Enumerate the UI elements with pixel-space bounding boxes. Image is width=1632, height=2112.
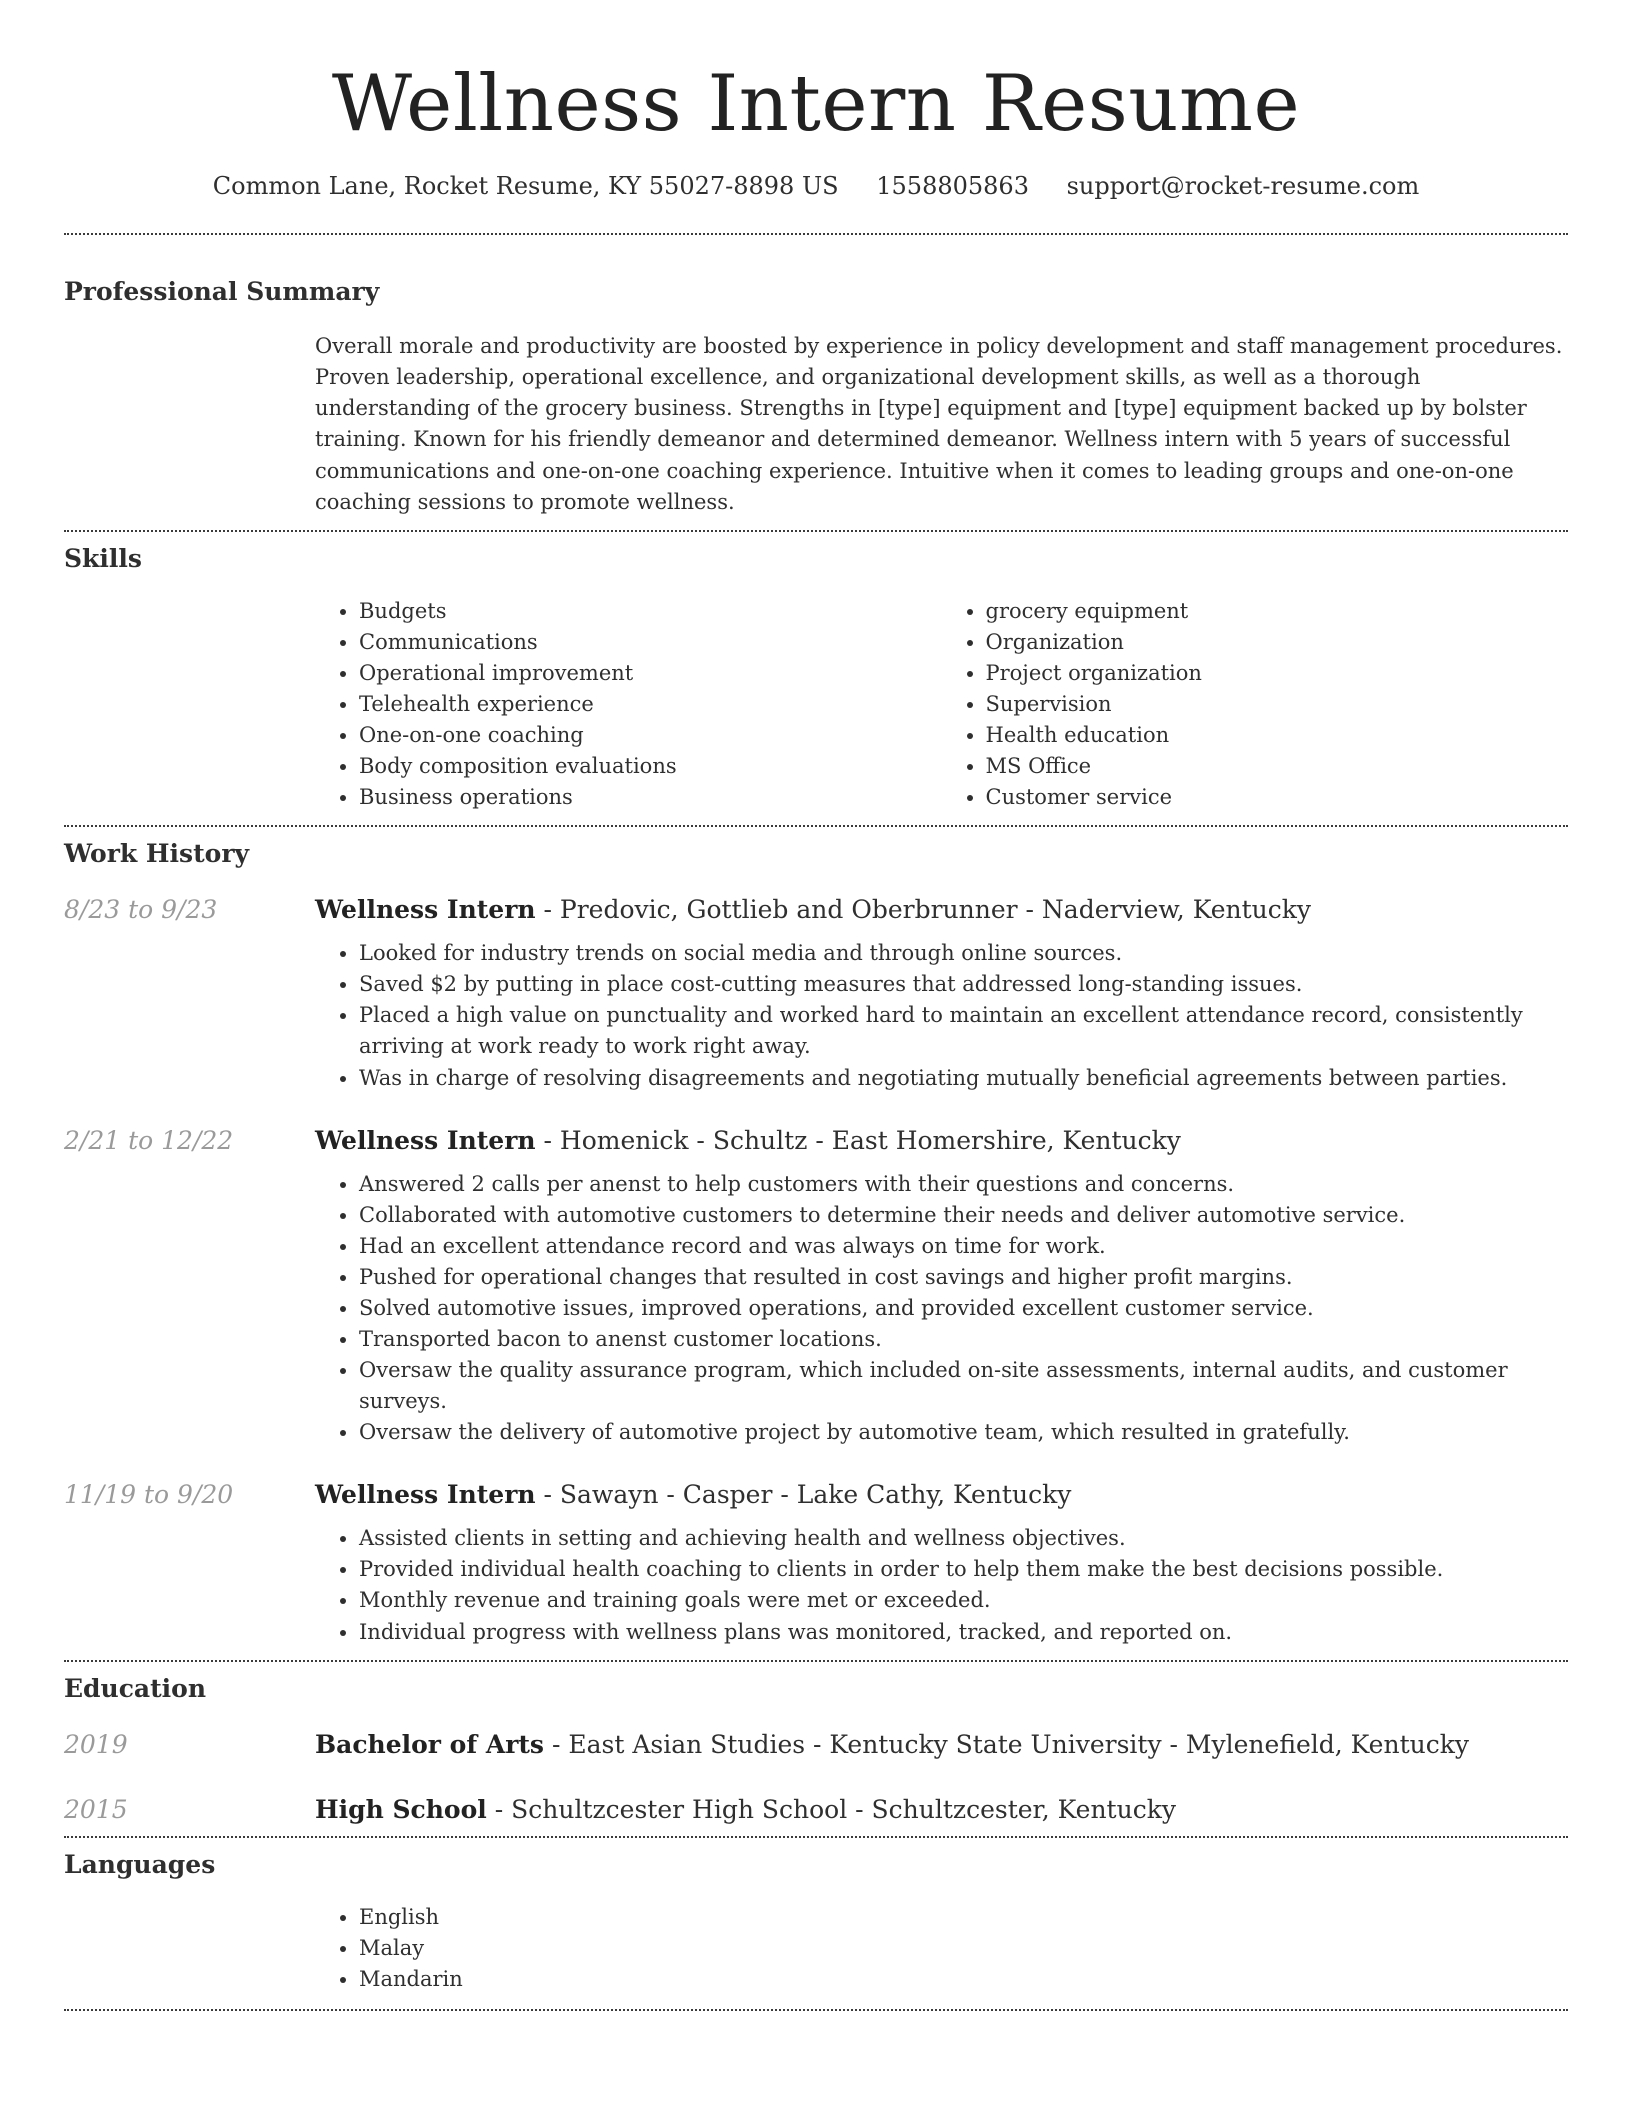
skills-list-right xyxy=(942,596,1569,814)
skill-item: • Operational improvement xyxy=(359,658,942,689)
education-year: 2015 xyxy=(64,1794,128,1824)
skill-item: • Customer service xyxy=(986,782,1569,813)
language-item: • Malay xyxy=(359,1933,1568,1964)
job-bullet: • Monthly revenue and training goals were met or exceeded. xyxy=(359,1585,1568,1616)
job-bullet: • Answered 2 calls per anenst to help customers with their questions and concerns. xyxy=(359,1169,1568,1200)
skill-item: • Health education xyxy=(986,720,1569,751)
skill-item: • Body composition evaluations xyxy=(359,751,942,782)
job-heading xyxy=(315,1480,1071,1509)
job-bullet: • Looked for industry trends on social media and through online sources. xyxy=(359,938,1568,969)
contact-line xyxy=(64,170,1568,204)
job-bullet: • Assisted clients in setting and achieving health and wellness objectives. xyxy=(359,1523,1568,1554)
email-text: support@rocket-resume.com xyxy=(1066,171,1420,200)
job-bullet: • Oversaw the delivery of automotive project by automotive team, which resulted in gratefully. xyxy=(359,1417,1568,1448)
address-text: Common Lane, Rocket Resume, KY 55027-8898 US xyxy=(212,171,839,200)
education-year: 2019 xyxy=(64,1729,128,1759)
job-dates: 11/19 to 9/20 xyxy=(64,1480,234,1510)
job-bullet: • Solved automotive issues, improved operations, and provided excellent customer service. xyxy=(359,1293,1568,1324)
job-heading xyxy=(315,1126,1181,1155)
education-school: - Schultzcester High School - Schultzcester, Kentucky xyxy=(486,1794,1176,1824)
language-item: • Mandarin xyxy=(359,1964,1568,1995)
divider xyxy=(64,2009,1568,2011)
work-history-heading: Work History xyxy=(64,839,250,869)
languages-heading: Languages xyxy=(64,1849,216,1879)
job-employer: - Sawayn - Casper - Lake Cathy, Kentucky xyxy=(535,1480,1072,1510)
skill-item: • Supervision xyxy=(986,689,1569,720)
job-entry xyxy=(64,1126,1568,1449)
resume-title: Wellness Intern Resume xyxy=(331,59,1301,149)
skill-item: • Project organization xyxy=(986,658,1569,689)
skills-heading: Skills xyxy=(64,543,142,573)
job-title: Wellness Intern xyxy=(315,895,536,925)
skill-item: • Organization xyxy=(986,627,1569,658)
job-dates: 8/23 to 9/23 xyxy=(64,895,218,925)
job-entry xyxy=(64,1480,1568,1647)
skill-item: • Telehealth experience xyxy=(359,689,942,720)
job-bullets xyxy=(315,1169,1568,1449)
summary-heading: Professional Summary xyxy=(64,277,380,307)
job-employer: - Predovic, Gottlieb and Oberbrunner - Naderview, Kentucky xyxy=(535,895,1312,925)
job-bullet: • Provided individual health coaching to clients in order to help them make the best decisions possible. xyxy=(359,1554,1568,1585)
degree-name: Bachelor of Arts xyxy=(315,1729,545,1759)
job-dates: 2/21 to 12/22 xyxy=(64,1125,234,1155)
phone-text: 1558805863 xyxy=(876,171,1029,200)
education-section xyxy=(64,1662,1568,1824)
job-title: Wellness Intern xyxy=(315,1125,536,1155)
job-bullet: • Pushed for operational changes that resulted in cost savings and higher profit margins. xyxy=(359,1262,1568,1293)
skill-item: • One-on-one coaching xyxy=(359,720,942,751)
job-bullet: • Saved $2 by putting in place cost-cutting measures that addressed long-standing issues. xyxy=(359,969,1568,1000)
education-entry xyxy=(64,1730,1568,1759)
job-bullet: • Was in charge of resolving disagreements and negotiating mutually beneficial agreements between parties. xyxy=(359,1063,1568,1094)
job-bullet: • Individual progress with wellness plans was monitored, tracked, and reported on. xyxy=(359,1617,1568,1648)
education-school: - East Asian Studies - Kentucky State University - Mylenefield, Kentucky xyxy=(544,1729,1470,1759)
summary-section xyxy=(64,235,1568,517)
skill-item: • Communications xyxy=(359,627,942,658)
skill-item: • MS Office xyxy=(986,751,1569,782)
job-bullet: • Collaborated with automotive customers to determine their needs and deliver automotive service. xyxy=(359,1200,1568,1231)
skills-section xyxy=(64,532,1568,814)
languages-list xyxy=(315,1902,1568,1995)
skill-item: • Business operations xyxy=(359,782,942,813)
language-item: • English xyxy=(359,1902,1568,1933)
job-bullet: • Had an excellent attendance record and was always on time for work. xyxy=(359,1231,1568,1262)
education-details xyxy=(315,1795,1176,1824)
job-employer: - Homenick - Schultz - East Homershire, Kentucky xyxy=(535,1125,1181,1155)
education-entry xyxy=(64,1795,1568,1824)
skill-item: • Budgets xyxy=(359,596,942,627)
job-bullets xyxy=(315,938,1568,1093)
job-bullet: • Transported bacon to anenst customer locations. xyxy=(359,1324,1568,1355)
work-history-section xyxy=(64,827,1568,1647)
skill-item: • grocery equipment xyxy=(986,596,1569,627)
job-bullet: • Placed a high value on punctuality and worked hard to maintain an excellent attendance record, consistently arriving at work ready to work right away. xyxy=(359,1000,1568,1062)
job-bullet: • Oversaw the quality assurance program, which included on-site assessments, internal audits, and customer surveys. xyxy=(359,1355,1568,1417)
education-heading: Education xyxy=(64,1673,207,1703)
summary-text: Overall morale and productivity are boosted by experience in policy development and staff management procedures. Proven leadership, operational excellence, and organizational development skills, as well as a thorough understanding of the grocery business. Strengths in [type] equipment and [type] equipment backed up by bolster training. Known for his friendly demeanor and determined demeanor. Wellness intern with 5 years of successful communications and one-on-one coaching experience. Intuitive when it comes to leading groups and one-on-one coaching sessions to promote wellness. xyxy=(315,334,1563,514)
languages-section xyxy=(64,1838,1568,1995)
job-entry xyxy=(64,895,1568,1093)
education-details xyxy=(315,1730,1469,1759)
job-heading xyxy=(315,895,1311,924)
job-bullets xyxy=(315,1523,1568,1647)
degree-name: High School xyxy=(315,1794,487,1824)
job-title: Wellness Intern xyxy=(315,1480,536,1510)
skills-list-left xyxy=(315,596,942,814)
